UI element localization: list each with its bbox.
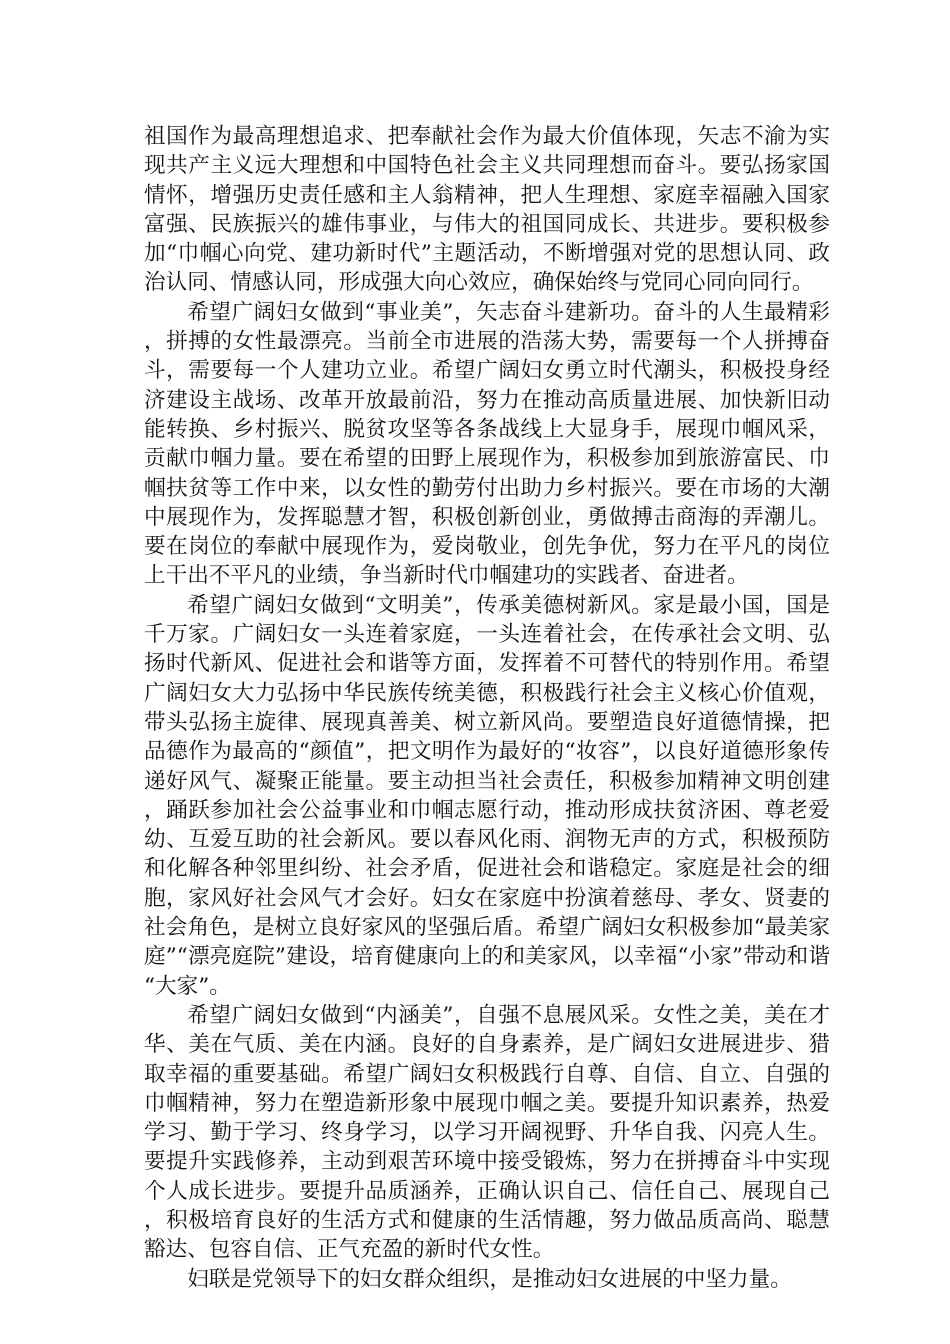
paragraph-1: 祖国作为最高理想追求、把奉献社会作为最大价值体现，矢志不渝为实现共产主义远大理想和中国特色社会主义共同理想而奋斗。要弘扬家国情怀，增强历史责任感和主人翁精神，把人生理想、家庭幸福融入国家富强、民族振兴的雄伟事业，与伟大的祖国同成长、共进步。要积极参加“巾帼心向党、建功新时代”主题活动，不断增强对党的思想认同、政治认同、情感认同，形成强大向心效应，确保始终与党同心同向同行。 (144, 124, 830, 296)
document-body (144, 122, 830, 1294)
paragraph-5: 妇联是党领导下的妇女群众组织，是推动妇女进展的中坚力量。 (187, 1266, 792, 1292)
paragraph-3: 希望广阔妇女做到“文明美”，传承美德树新风。家是最小国，国是千万家。广阔妇女一头连着家庭，一头连着社会，在传承社会文明、弘扬时代新风、促进社会和谐等方面，发挥着不可替代的特别作用。希望广阔妇女大力弘扬中华民族传统美德，积极践行社会主义核心价值观，带头弘扬主旋律、展现真善美、树立新风尚。要塑造良好道德情操，把品德作为最高的“颜值”，把文明作为最好的“妆容”，以良好道德形象传递好风气、凝聚正能量。要主动担当社会责任，积极参加精神文明创建，踊跃参加社会公益事业和巾帼志愿行动，推动形成扶贫济困、尊老爱幼、互爱互助的社会新风。要以春风化雨、润物无声的方式，积极预防和化解各种邻里纠纷、社会矛盾，促进社会和谐稳定。家庭是社会的细胞，家风好社会风气才会好。妇女在家庭中扮演着慈母、孝女、贤妻的社会角色，是树立良好家风的坚强后盾。希望广阔妇女积极参加“最美家庭”“漂亮庭院”建设，培育健康向上的和美家风，以幸福“小家”带动和谐“大家”。 (144, 592, 830, 999)
paragraph-2: 希望广阔妇女做到“事业美”，矢志奋斗建新功。奋斗的人生最精彩，拼搏的女性最漂亮。当前全市进展的浩荡大势，需要每一个人拼搏奋斗，需要每一个人建功立业。希望广阔妇女勇立时代潮头，积极投身经济建设主战场、改革开放最前沿，努力在推动高质量进展、加快新旧动能转换、乡村振兴、脱贫攻坚等各条战线上大显身手，展现巾帼风采，贡献巾帼力量。要在希望的田野上展现作为，积极参加到旅游富民、巾帼扶贫等工作中来，以女性的勤劳付出助力乡村振兴。要在市场的大潮中展现作为，发挥聪慧才智，积极创新创业，勇做搏击商海的弄潮儿。要在岗位的奉献中展现作为，爱岗敬业，创先争优，努力在平凡的岗位上干出不平凡的业绩，争当新时代巾帼建功的实践者、奋进者。 (144, 299, 830, 589)
paragraph-4: 希望广阔妇女做到“内涵美”，自强不息展风采。女性之美，美在才华、美在气质、美在内涵。良好的自身素养，是广阔妇女进展进步、猎取幸福的重要基础。希望广阔妇女积极践行自尊、自信、自立、自强的巾帼精神，努力在塑造新形象中展现巾帼之美。要提升知识素养，热爱学习、勤于学习、终身学习，以学习开阔视野、升华自我、闪亮人生。要提升实践修养，主动到艰苦环境中接受锻炼，努力在拼搏奋斗中实现个人成长进步。要提升品质涵养，正确认识自己、信任自己、展现自己，积极培育良好的生活方式和健康的生活情趣，努力做品质高尚、聪慧豁达、包容自信、正气充盈的新时代女性。 (144, 1002, 830, 1263)
